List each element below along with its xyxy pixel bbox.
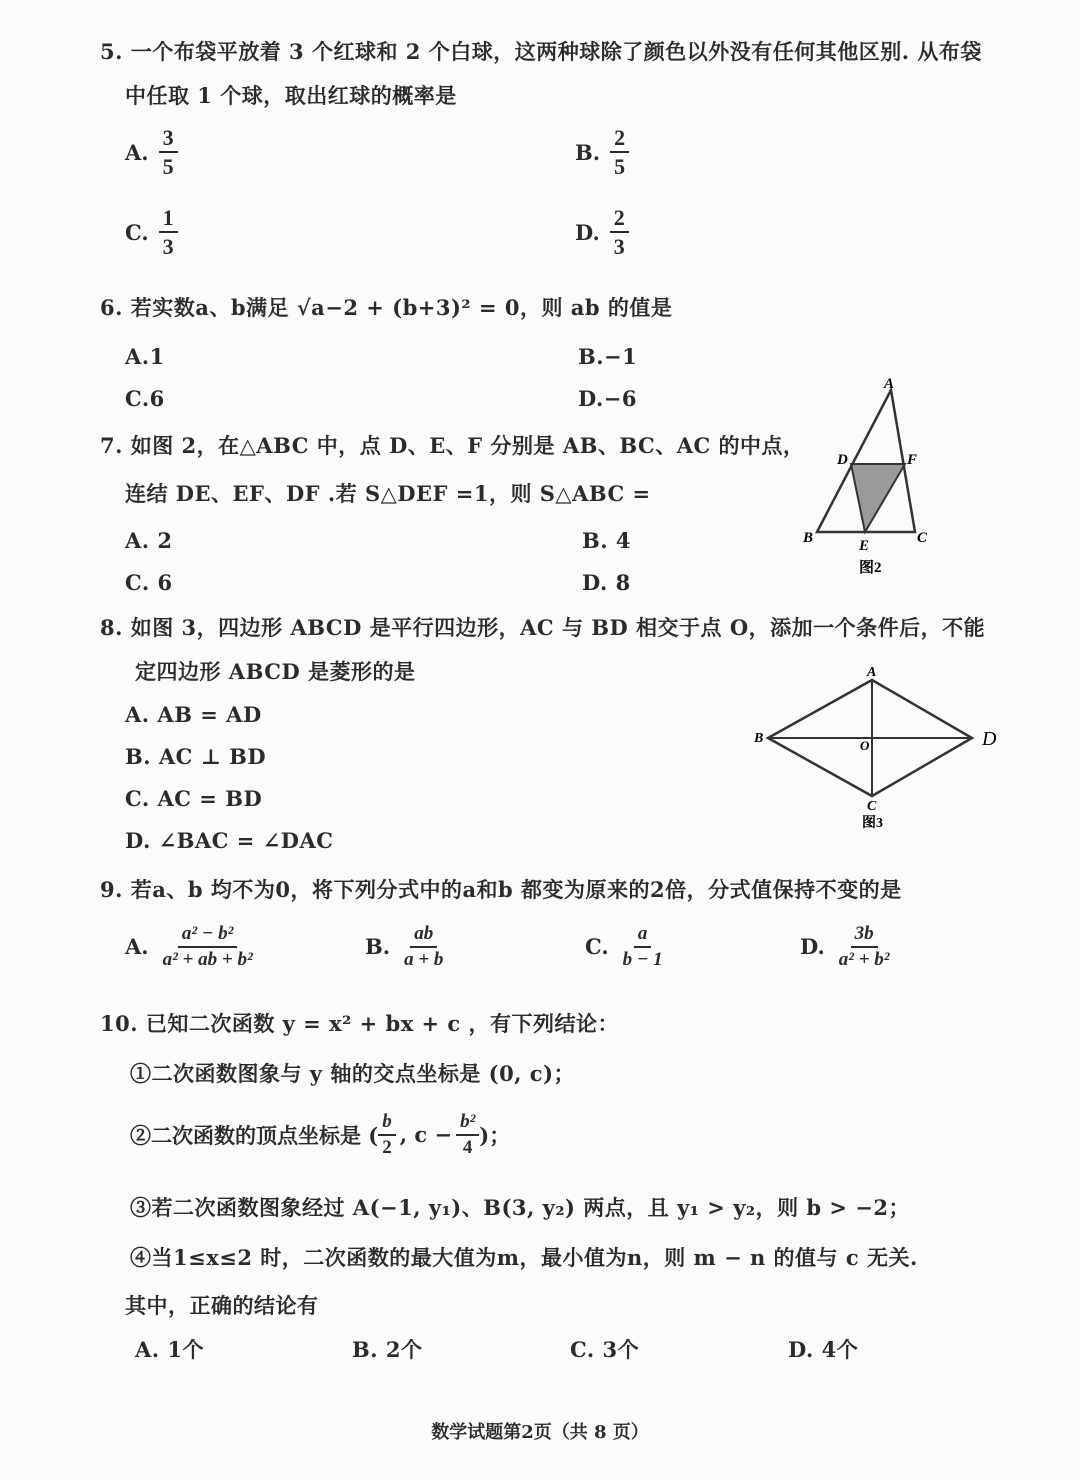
q9-option-b: B. $\frac{ab}{a + b}$ (365, 923, 444, 970)
q7-option-d: D. 8 (582, 570, 631, 595)
q9-stem: 9. 若a、b 均不为0，将下列分式中的a和b 都变为原来的2倍，分式值保持不变的是 (100, 877, 902, 902)
q10-option-d: D. 4个 (788, 1337, 859, 1362)
q10-conclusion-1: ①二次函数图象与 y 轴的交点坐标是 (0, c)； (130, 1061, 576, 1086)
figure-2-triangle (795, 372, 945, 582)
figure-3-caption: 图3 (862, 816, 883, 831)
q8-stem-line1: 8. 如图 3，四边形 ABCD 是平行四边形，AC 与 BD 相交于点 O，添加一个条件后，不能 (100, 615, 986, 640)
q10-conclusion-4: ④当1≤x≤2 时，二次函数的最大值为m，最小值为n，则 m − n 的值与 c 无关. (130, 1245, 918, 1270)
triangle-def-shaded (851, 464, 905, 532)
q6-option-d: D.−6 (578, 386, 637, 411)
point-a-label: A (867, 665, 877, 680)
q6-stem: 6. 若实数a、b满足 √a−2 + (b+3)² = 0，则 ab 的值是 (100, 295, 673, 320)
point-c-label: C (867, 799, 877, 814)
q5-option-a: A. $\frac{3}{5}$ (125, 126, 178, 178)
q10-conclusion-prompt: 其中，正确的结论有 (125, 1293, 319, 1318)
figure-2-caption: 图2 (859, 560, 882, 576)
q6-option-c: C.6 (125, 386, 165, 411)
q5-option-c: C. $\frac{1}{3}$ (125, 206, 178, 258)
q8-option-a: A. AB = AD (125, 702, 262, 727)
figure-3-rhombus (750, 660, 1010, 840)
q7-option-a: A. 2 (125, 528, 173, 553)
q7-stem-line1: 7. 如图 2，在△ABC 中，点 D、E、F 分别是 AB、BC、AC 的中点， (100, 433, 805, 458)
q5-option-b: B. $\frac{2}{5}$ (575, 126, 629, 178)
point-o-label: O (860, 738, 870, 753)
point-d-label: D (837, 452, 848, 468)
q10-option-c: C. 3个 (570, 1337, 640, 1362)
q9-option-d: D. $\frac{3b}{\text{a² + b²}}$ (800, 923, 890, 970)
q5-option-d: D. $\frac{2}{3}$ (575, 206, 629, 258)
q6-option-b: B.−1 (578, 344, 638, 369)
q6-option-a: A.1 (125, 344, 165, 369)
q8-option-c: C. AC = BD (125, 786, 263, 811)
q8-option-b: B. AC ⊥ BD (125, 744, 267, 769)
q10-conclusion-3: ③若二次函数图象经过 A(−1, y₁)、B(3, y₂) 两点，且 y₁ > y₂，则 b > −2； (130, 1195, 911, 1220)
q10-option-a: A. 1个 (135, 1337, 205, 1362)
q9-option-c: C. $\frac{a}{b - 1}$ (585, 923, 663, 970)
q5-stem-line2: 中任取 1 个球，取出红球的概率是 (125, 83, 457, 108)
point-c-label: C (917, 530, 928, 546)
q10-conclusion-2: ②二次函数的顶点坐标是 ( $\frac{b}{2}$ , c − $\frac{\text{b²}}{4}$ )； (130, 1111, 511, 1158)
point-d-label: D (982, 728, 997, 750)
q7-option-c: C. 6 (125, 570, 173, 595)
point-b-label: B (803, 530, 814, 546)
q7-stem-line2: 连结 DE、EF、DF .若 S△DEF =1，则 S△ABC = (125, 481, 651, 506)
point-e-label: E (859, 538, 870, 554)
point-f-label: F (907, 452, 918, 468)
q5-stem-line1: 5. 一个布袋平放着 3 个红球和 2 个白球，这两种球除了颜色以外没有任何其他区别. 从布袋 (100, 39, 982, 64)
q8-stem-line2: 定四边形 ABCD 是菱形的是 (135, 659, 416, 684)
q8-option-d: D. ∠BAC = ∠DAC (125, 828, 334, 853)
page-footer: 数学试题第2页（共 8 页） (431, 1422, 649, 1443)
point-b-label: B (754, 731, 764, 746)
point-a-label: A (884, 376, 895, 392)
q10-stem: 10. 已知二次函数 y = x² + bx + c ，有下列结论： (100, 1011, 620, 1036)
q7-option-b: B. 4 (582, 528, 631, 553)
q10-option-b: B. 2个 (352, 1337, 423, 1362)
q9-option-a: A. $\frac{\text{a² − b²}}{\text{a² + ab + b²}}$ (125, 923, 253, 970)
